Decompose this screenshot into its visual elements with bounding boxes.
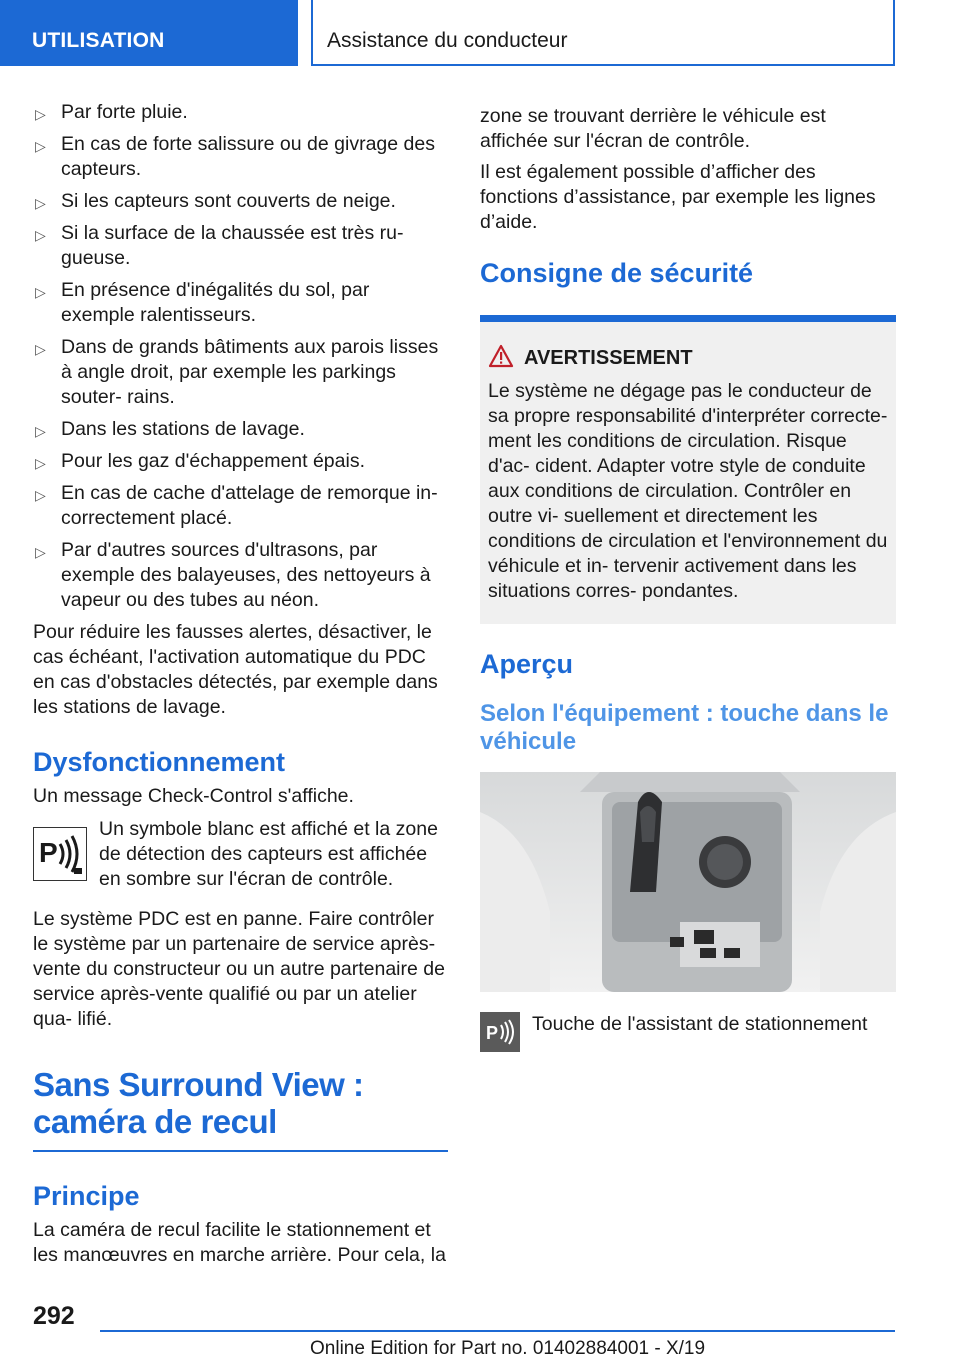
- list-item: ▷ En cas de cache d'attelage de remorque in‐ correctement placé.: [35, 482, 438, 529]
- left-column: [33, 100, 448, 1274]
- list-item: ▷ Si la surface de la chaussée est très ru‐ gueuse.: [35, 222, 404, 269]
- list-item: ▷ Dans les stations de lavage.: [33, 417, 448, 442]
- malfunction-icon-text: Un symbole blanc est affiché et la zone de détection des capteurs est affichée en sombre sur l'écran de contrôle.: [99, 818, 438, 890]
- bullet-triangle-icon: ▷: [35, 227, 46, 243]
- section-tab: [0, 0, 298, 66]
- bullet-triangle-icon: ▷: [35, 106, 46, 122]
- malfunction-heading: Dysfonctionnement: [33, 747, 286, 777]
- section-title: UTILISATION: [32, 29, 165, 52]
- warning-triangle-icon: [488, 344, 514, 368]
- bullet-triangle-icon: ▷: [35, 544, 46, 560]
- principle-heading: Principe: [33, 1181, 140, 1211]
- warning-box: [480, 315, 896, 624]
- list-item: ▷ Par forte pluie.: [33, 100, 448, 125]
- principle-paragraph: La caméra de recul facilite le stationnement et les manœuvres en marche arrière. Pour cela, la: [33, 1219, 446, 1266]
- bullet-triangle-icon: ▷: [35, 138, 46, 154]
- bullet-triangle-icon: ▷: [35, 195, 46, 211]
- section-heading: Sans Surround View : caméra de recul: [33, 1066, 364, 1140]
- caption-text: Touche de l'assistant de stationnement: [532, 1013, 868, 1035]
- assist-paragraph: Il est également possible d’afficher des fonctions d’assistance, par exemple les lignes d’aide.: [480, 161, 876, 233]
- svg-text:P: P: [486, 1023, 499, 1043]
- parking-assistant-button-icon: [480, 1012, 520, 1052]
- list-item: ▷ Par d'autres sources d'ultrasons, par exemple des balayeuses, des nettoyeurs à vapeur ou des tubes au néon.: [35, 539, 431, 611]
- center-console-photo: [480, 772, 896, 992]
- reduce-alerts-paragraph: Pour réduire les fausses alertes, désactiver, le cas échéant, l'activation automatique du PDC en cas d'obstacles détectés, par exemple dans les stations de lavage.: [33, 621, 438, 718]
- chapter-tab: [311, 0, 895, 66]
- malfunction-icon-block: [33, 817, 448, 893]
- continued-paragraph: zone se trouvant derrière le véhicule est affichée sur l'écran de contrôle.: [480, 105, 826, 152]
- bullet-triangle-icon: ▷: [35, 341, 46, 357]
- section-rule: [33, 1150, 448, 1152]
- page-number: 292: [33, 1302, 75, 1330]
- malfunction-intro: Un message Check-Control s'affiche.: [33, 785, 354, 807]
- list-item: ▷ En cas de forte salissure ou de givrage des capteurs.: [35, 133, 435, 180]
- equipment-heading: Selon l'équipement : touche dans le véhicule: [480, 700, 889, 755]
- svg-text:P: P: [39, 837, 58, 868]
- bullet-triangle-icon: ▷: [35, 487, 46, 503]
- parking-assistant-caption: [480, 1012, 896, 1052]
- limitations-list: [33, 100, 448, 613]
- footer-rule: [100, 1330, 895, 1332]
- safety-heading: Consigne de sécurité: [480, 258, 754, 288]
- list-item: ▷ Si les capteurs sont couverts de neige.: [33, 189, 448, 214]
- list-item: ▷ Dans de grands bâtiments aux parois lisses à angle droit, par exemple les parkings souter‐ rains.: [35, 336, 439, 408]
- chapter-title: Assistance du conducteur: [327, 29, 568, 52]
- list-item: ▷ Pour les gaz d'échappement épais.: [33, 449, 448, 474]
- bullet-triangle-icon: ▷: [35, 455, 46, 471]
- list-item: ▷ En présence d'inégalités du sol, par exemple ralentisseurs.: [35, 279, 370, 326]
- malfunction-paragraph: Le système PDC est en panne. Faire contrôler le système par un partenaire de service après-vente du constructeur ou un autre partenaire de service après-vente qualifié ou par un atelier qua‐ lifié.: [33, 908, 445, 1030]
- right-column: [480, 104, 896, 1052]
- warning-title: AVERTISSEMENT: [524, 346, 888, 371]
- warning-text: Le système ne dégage pas le conducteur de sa propre responsabilité d'interpréter correcte‐ ment les conditions de circulation. Risque d'ac‐ cident. Adapter votre style de conduite aux conditions de circulation. Contrôler en outre vi‐ suellement et directement les conditions de circulation et l'environnement du véhicule et in‐ tervenir activement dans les situations corres‐ pondantes.: [488, 380, 888, 602]
- pdc-malfunction-icon: [33, 827, 87, 881]
- overview-heading: Aperçu: [480, 649, 574, 679]
- edition-text: Online Edition for Part no. 01402884001 - X/19: [310, 1338, 706, 1359]
- bullet-triangle-icon: ▷: [35, 284, 46, 300]
- bullet-triangle-icon: ▷: [35, 423, 46, 439]
